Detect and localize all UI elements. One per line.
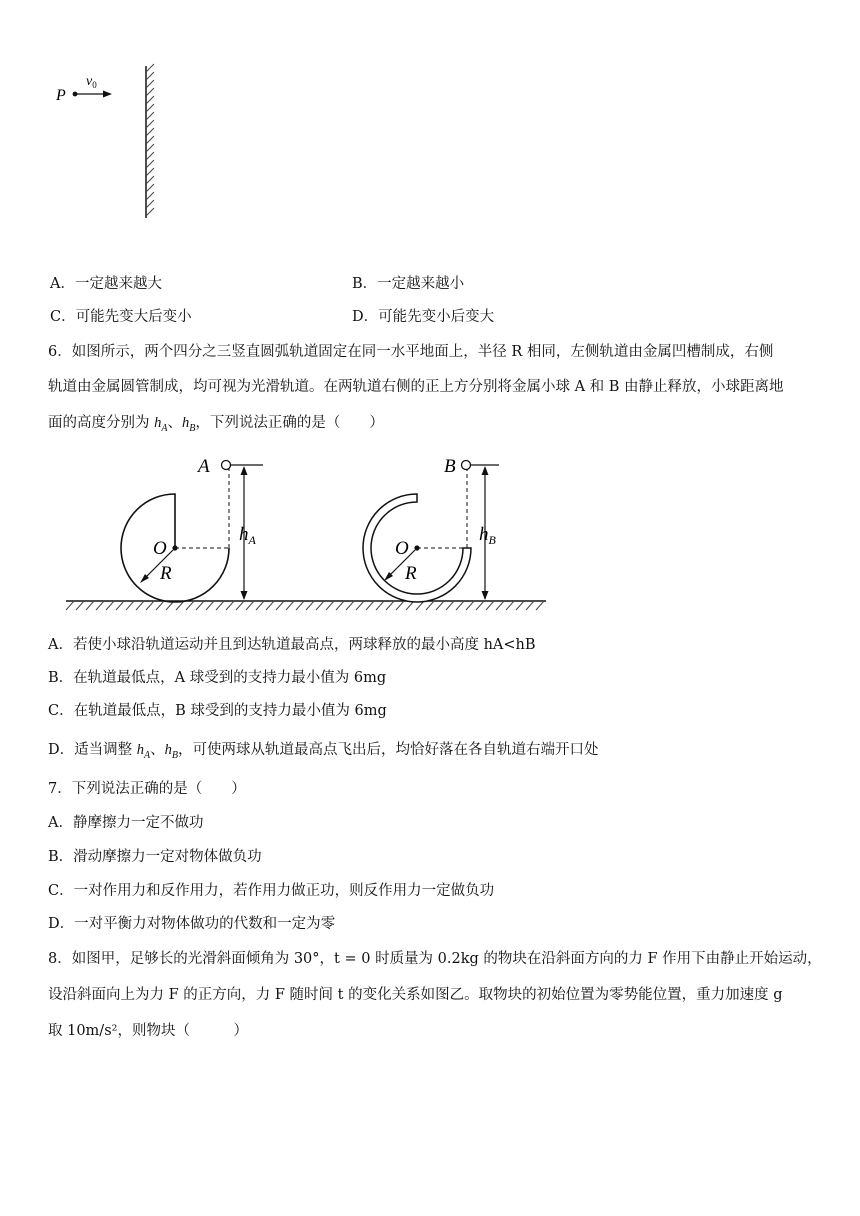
q6-figure bbox=[60, 448, 552, 618]
q6-line3-pre: 面的高度分别为 bbox=[48, 415, 155, 431]
symbol-hb-d-sub: B bbox=[171, 749, 178, 761]
label-v0: $v_0$ bbox=[86, 74, 97, 90]
q6-option-b: B．在轨道最低点，A 球受到的支持力最小值为 6mg bbox=[48, 670, 387, 686]
symbol-ha-d: h bbox=[136, 742, 144, 758]
label-ha: $h_A$ bbox=[239, 524, 256, 547]
arrow-head bbox=[103, 91, 112, 98]
ball-b bbox=[462, 461, 471, 470]
ground bbox=[66, 601, 546, 610]
q6-option-a: A．若使小球沿轨道运动并且到达轨道最高点，两球释放的最小高度 hA<hB bbox=[48, 637, 536, 653]
q7-option-a: A．静摩擦力一定不做功 bbox=[48, 815, 204, 831]
label-r-right: R bbox=[405, 563, 417, 584]
wall bbox=[146, 64, 154, 218]
q6-stem-line2: 轨道由金属圆管制成，均可视为光滑轨道。在两轨道右侧的正上方分别将金属小球 A 和 B 由静止释放，小球距离地 bbox=[48, 379, 784, 395]
symbol-hb: h bbox=[181, 415, 190, 431]
symbol-hb-d: h bbox=[164, 742, 172, 758]
q8-stem-line1: 8．如图甲，足够长的光滑斜面倾角为 30°，t = 0 时质量为 0.2kg 的物块在沿斜面方向的力 F 作用下由静止开始运动， bbox=[48, 951, 822, 967]
center-o-left bbox=[172, 545, 177, 550]
q5-figure bbox=[50, 60, 170, 225]
label-r-left: R bbox=[160, 563, 172, 584]
q8-stem-line2: 设沿斜面向上为力 F 的正方向，力 F 随时间 t 的变化关系如图乙。取物块的初始位置为零势能位置，重力加速度 g bbox=[48, 987, 783, 1003]
q6-option-d-pre: D．适当调整 bbox=[48, 742, 137, 758]
left-track bbox=[121, 456, 263, 602]
symbol-hb-sub: B bbox=[189, 422, 196, 434]
sep: 、 bbox=[167, 415, 182, 431]
label-p: P bbox=[56, 87, 66, 104]
q5-option-c: C．可能先变大后变小 bbox=[50, 309, 192, 325]
label-b: B bbox=[444, 456, 456, 477]
q5-option-b: B．一定越来越小 bbox=[352, 276, 465, 292]
q7-option-d: D．一对平衡力对物体做功的代数和一定为零 bbox=[48, 916, 336, 932]
q5-option-a: A．一定越来越大 bbox=[50, 276, 162, 292]
q7-stem: 7．下列说法正确的是（ ） bbox=[48, 781, 246, 797]
center-o-right bbox=[414, 545, 419, 550]
q6-option-d bbox=[48, 740, 598, 766]
right-track bbox=[363, 456, 499, 602]
q6-stem-line3 bbox=[48, 413, 384, 439]
symbol-ha-sub: A bbox=[161, 422, 168, 434]
q6-option-c: C．在轨道最低点，B 球受到的支持力最小值为 6mg bbox=[48, 703, 387, 719]
symbol-ha: h bbox=[154, 415, 162, 431]
q6-line3-post: ，下列说法正确的是（ ） bbox=[195, 415, 384, 431]
point-p bbox=[73, 92, 78, 97]
q5-option-d: D．可能先变小后变大 bbox=[352, 309, 495, 325]
label-o-right: O bbox=[395, 538, 409, 559]
q7-option-c: C．一对作用力和反作用力，若作用力做正功，则反作用力一定做负功 bbox=[48, 883, 495, 899]
q6-option-d-post: ，可使两球从轨道最高点飞出后，均恰好落在各自轨道右端开口处 bbox=[177, 742, 599, 758]
label-o-left: O bbox=[153, 538, 167, 559]
label-hb: $h_B$ bbox=[479, 524, 496, 547]
q7-option-b: B．滑动摩擦力一定对物体做负功 bbox=[48, 849, 262, 865]
symbol-ha-d-sub: A bbox=[143, 749, 151, 761]
sep-d: 、 bbox=[150, 742, 165, 758]
q8-stem-line3: 取 10m/s²，则物块（ ） bbox=[48, 1023, 248, 1039]
ball-a bbox=[222, 461, 231, 470]
label-a: A bbox=[198, 456, 210, 477]
q6-stem-line1: 6．如图所示，两个四分之三竖直圆弧轨道固定在同一水平地面上，半径 R 相同，左侧轨道由金属凹槽制成，右侧 bbox=[48, 344, 774, 360]
